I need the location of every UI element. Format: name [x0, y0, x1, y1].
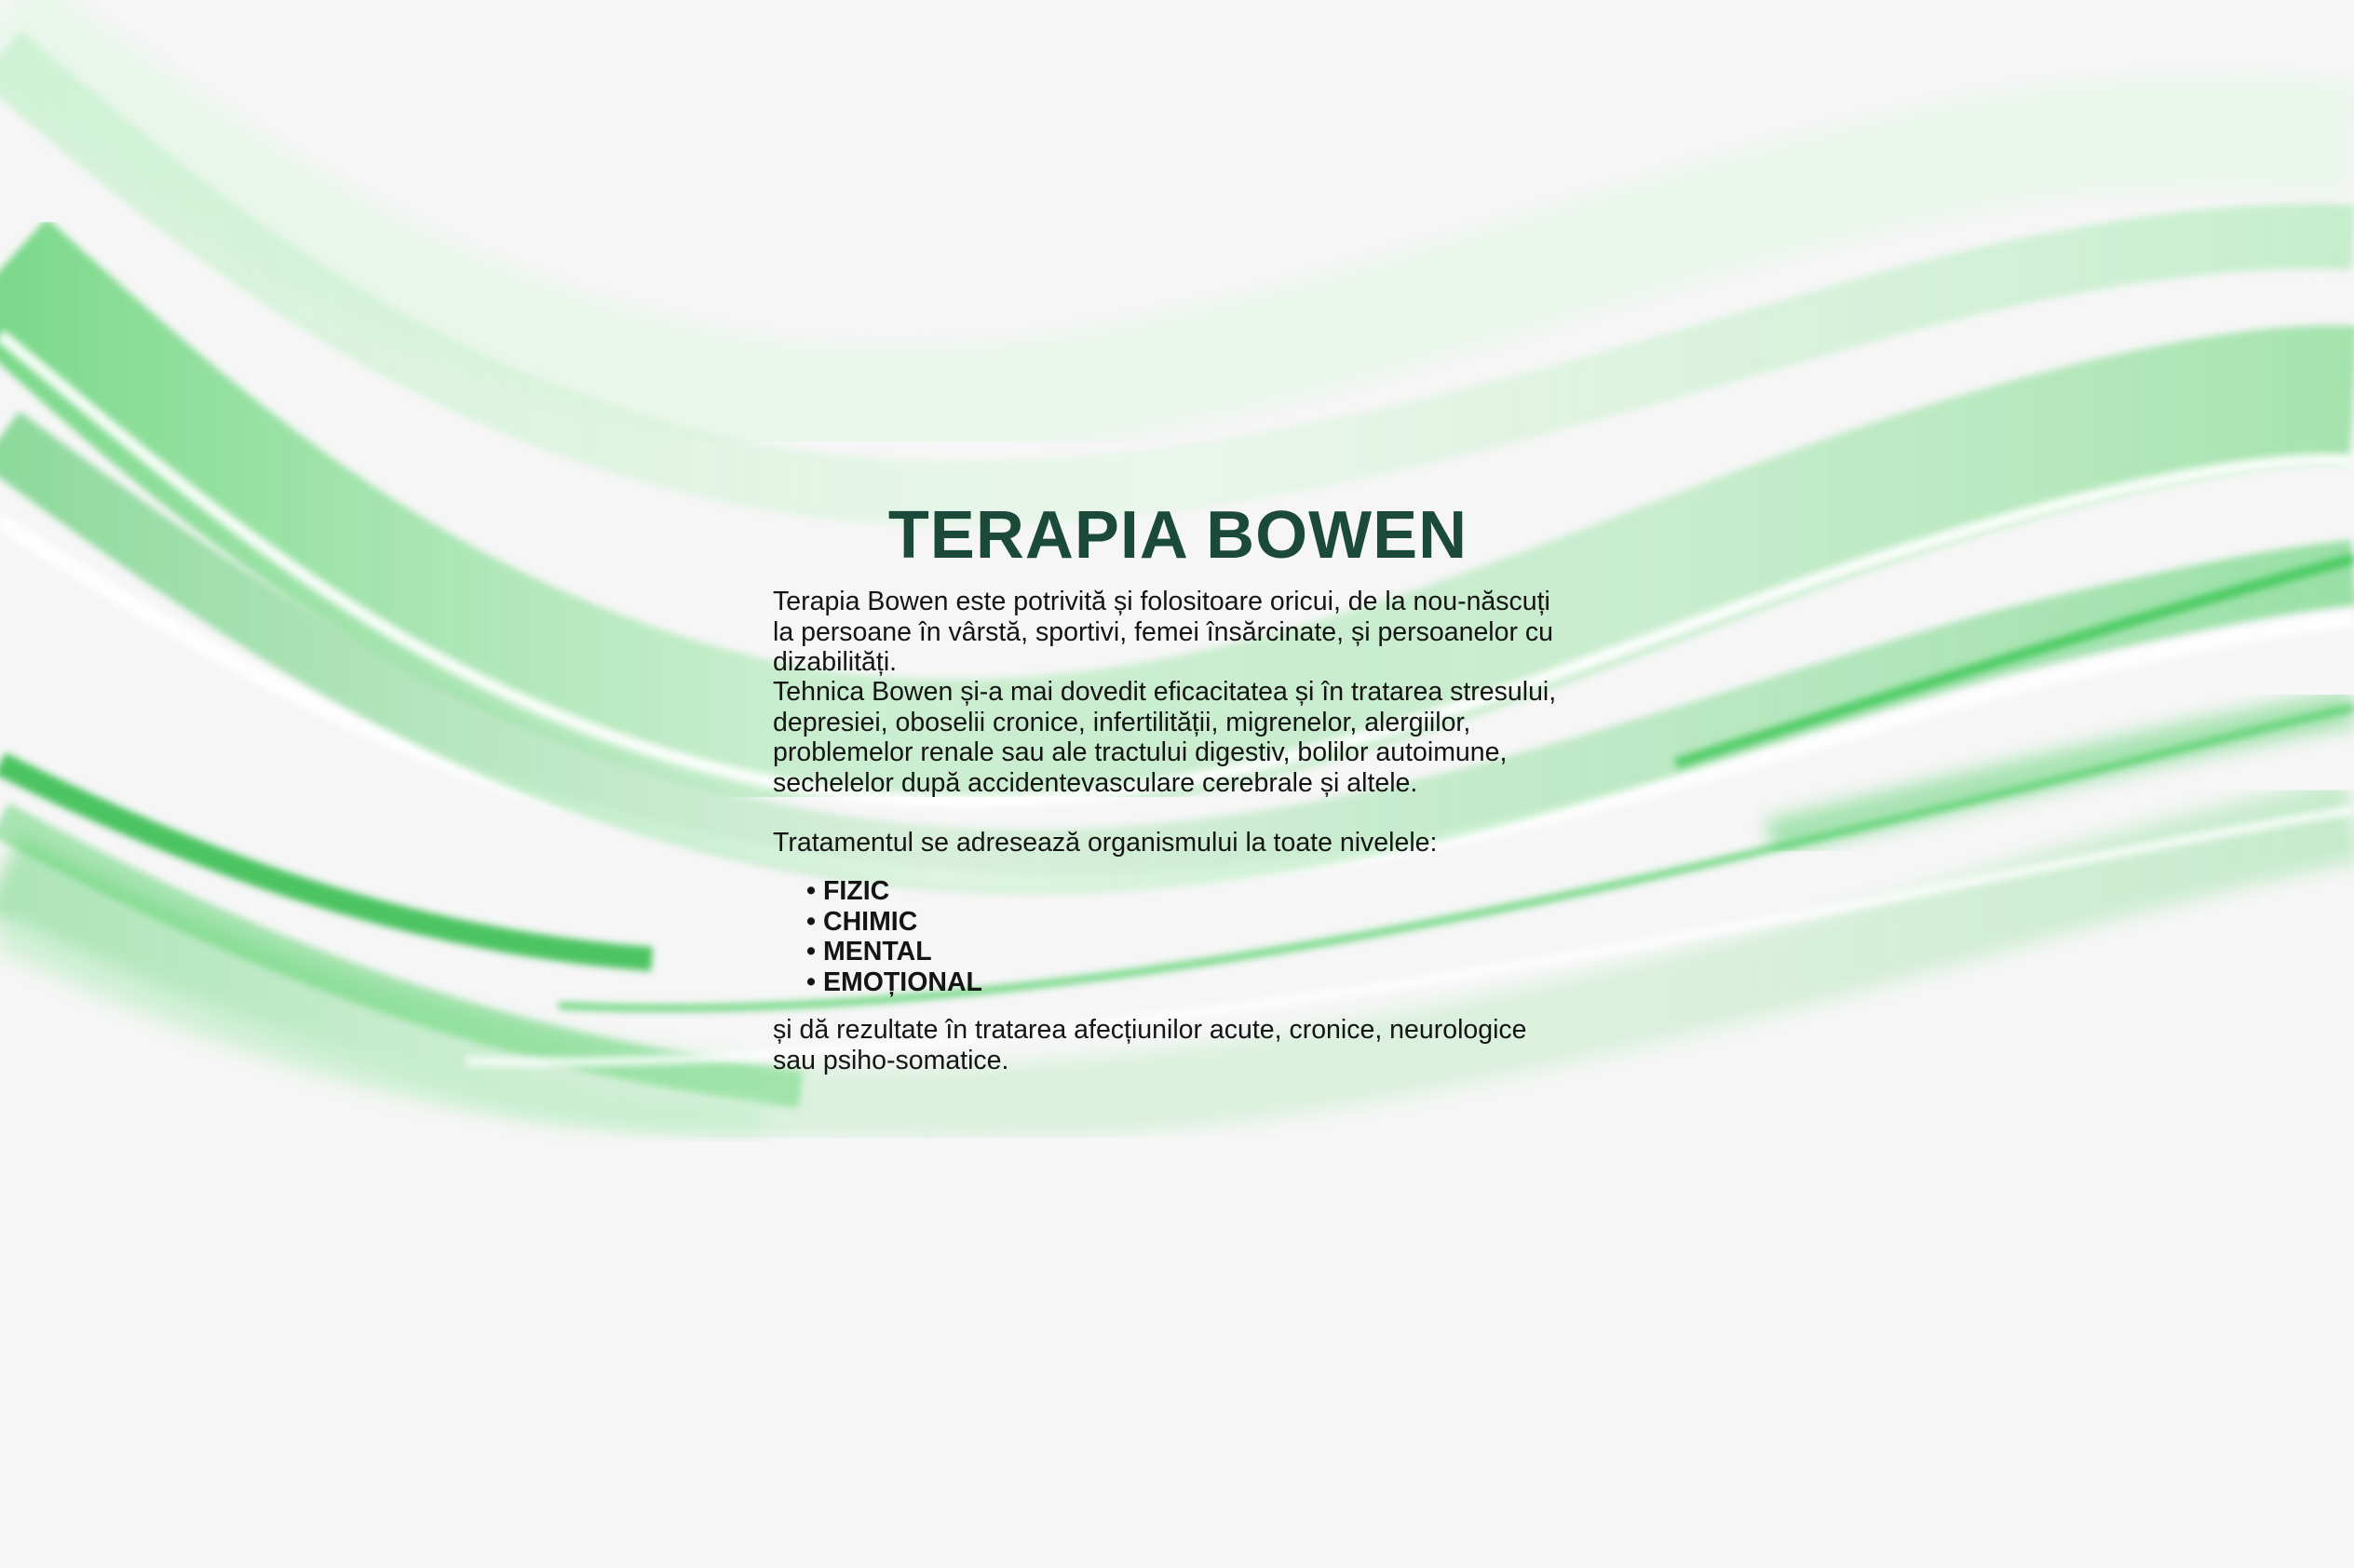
efficacy-line: depresiei, oboselii cronice, infertilității, migrenelor, alergiilor, [773, 707, 1471, 737]
level-label: EMOȚIONAL [822, 966, 982, 997]
intro-line: dizabilități. [773, 647, 898, 677]
efficacy-paragraph [773, 677, 1611, 798]
bullet: • [806, 906, 816, 937]
list-item [806, 907, 982, 938]
efficacy-line: problemelor renale sau ale tractului digestiv, bolilor autoimune, [773, 737, 1508, 767]
results-line: și dă rezultate în tratarea afecțiunilor acute, cronice, neurologice [773, 1015, 1527, 1045]
intro-line: la persoane în vârstă, sportivi, femei însărcinate, și persoanelor cu [773, 616, 1553, 647]
list-item [806, 876, 982, 907]
level-label: MENTAL [822, 937, 932, 966]
results-paragraph [773, 1015, 1611, 1075]
results-line: sau psiho-somatice. [773, 1045, 1009, 1075]
page-title: TERAPIA BOWEN [887, 498, 1468, 573]
intro-line: Terapia Bowen este potrivită și folositoare oricui, de la nou-născuți [773, 587, 1550, 616]
bullet: • [806, 966, 816, 997]
efficacy-line: Tehnica Bowen și-a mai dovedit eficacitatea și în tratarea stresului, [773, 677, 1557, 707]
list-item [806, 967, 982, 998]
levels-list [806, 876, 982, 997]
efficacy-line: sechelelor după accidentevasculare cerebrale și altele. [773, 767, 1418, 798]
bullet: • [806, 876, 816, 906]
intro-paragraph [773, 587, 1611, 678]
bullet: • [806, 937, 816, 966]
levels-intro-text: Tratamentul se adresează organismului la toate nivelele: [773, 828, 1438, 858]
level-label: FIZIC [822, 876, 890, 906]
list-item [806, 937, 982, 967]
level-label: CHIMIC [822, 906, 918, 937]
